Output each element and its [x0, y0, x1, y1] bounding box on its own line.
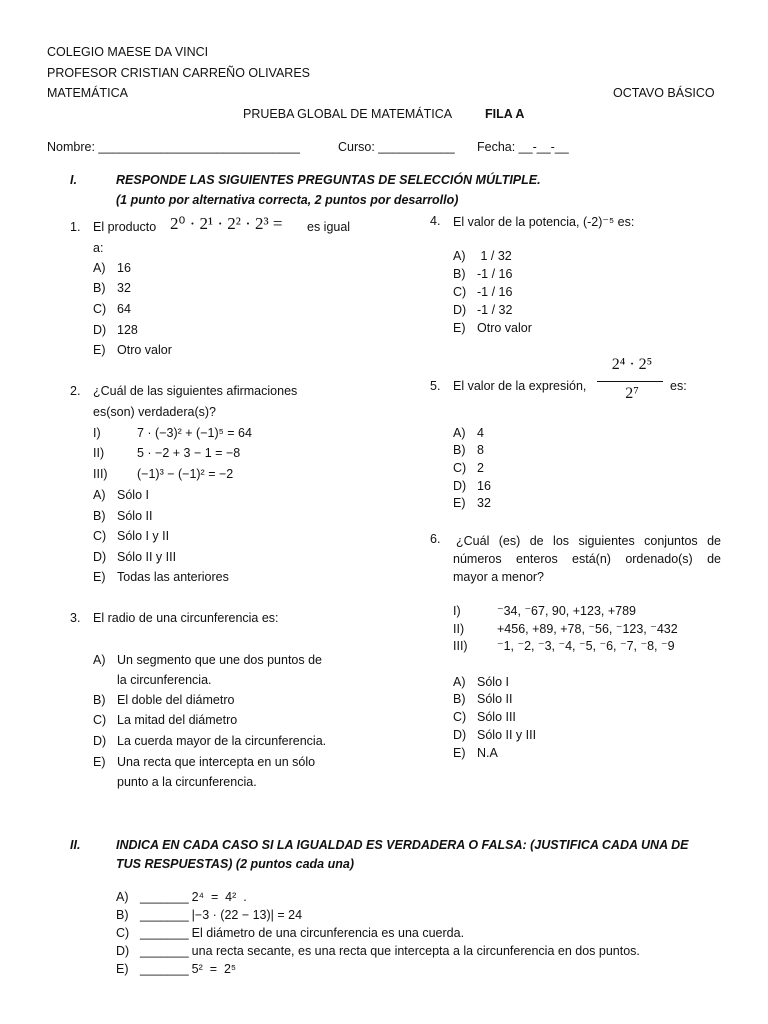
set-text: ⁻34, ⁻67, 90, +123, +789: [497, 604, 637, 618]
option-letter: E): [93, 755, 106, 769]
q4-option[interactable]: [453, 321, 532, 335]
option-letter: A): [93, 261, 106, 275]
option-letter: C): [93, 713, 107, 727]
q1-expression: 2⁰ · 2¹ · 2² · 2³ =: [170, 214, 283, 233]
q1-text-b: es igual: [307, 220, 351, 234]
tf-item[interactable]: [116, 890, 247, 904]
q1-option[interactable]: [93, 343, 172, 357]
q6-text: [453, 532, 721, 586]
option-text: 8: [477, 443, 484, 457]
q1-option[interactable]: [93, 261, 131, 275]
option-text: Sólo II y III: [477, 728, 537, 742]
option-text: La mitad del diámetro: [117, 713, 238, 727]
q3-option[interactable]: [93, 755, 315, 769]
section2-title-line2: TUS RESPUESTAS) (2 puntos cada una): [116, 857, 354, 871]
option-letter: E): [93, 343, 106, 357]
option-letter: E): [93, 570, 106, 584]
option-letter: A): [453, 426, 466, 440]
option-text: 1 / 32: [477, 249, 512, 263]
tf-item[interactable]: [116, 908, 302, 922]
set-text: ⁻1, ⁻2, ⁻3, ⁻4, ⁻5, ⁻6, ⁻7, ⁻8, ⁻9: [497, 639, 675, 653]
q3-text: El radio de una circunferencia es:: [93, 611, 279, 625]
option-letter: C): [453, 710, 467, 724]
option-letter: A): [453, 249, 466, 263]
q2-option[interactable]: [93, 488, 149, 502]
option-text: La cuerda mayor de la circunferencia.: [117, 734, 327, 748]
option-text: Sólo II: [477, 692, 513, 706]
option-letter: D): [453, 728, 467, 742]
fraction-bar: [597, 381, 663, 382]
tf-item[interactable]: [116, 962, 236, 976]
set-text: +456, +89, +78, ⁻56, ⁻123, ⁻432: [497, 622, 678, 636]
course-field[interactable]: Curso: ___________: [338, 140, 455, 154]
item-letter: B): [116, 908, 129, 922]
option-text: Sólo II: [117, 509, 153, 523]
option-text: Todas las anteriores: [117, 570, 229, 584]
option-text: Sólo II y III: [117, 550, 177, 564]
q3-option[interactable]: [93, 653, 322, 667]
set-label: III): [453, 639, 468, 653]
q5-option[interactable]: [453, 496, 491, 510]
q4-option[interactable]: [453, 249, 512, 263]
q6-set: [453, 638, 675, 653]
q6-set: [453, 603, 636, 618]
q1-option[interactable]: [93, 281, 131, 295]
q1-number: 1.: [70, 220, 81, 234]
option-letter: A): [93, 653, 106, 667]
statement-text: 5 · −2 + 3 − 1 = −8: [137, 446, 241, 460]
subject: MATEMÁTICA: [47, 86, 129, 100]
q2-option[interactable]: [93, 509, 152, 523]
option-letter: B): [453, 267, 466, 281]
option-letter: A): [93, 488, 106, 502]
q2-number: 2.: [70, 384, 81, 398]
q3-option-continuation: la circunferencia.: [117, 673, 212, 687]
q6-option[interactable]: [453, 728, 536, 742]
statement-label: II): [93, 446, 105, 460]
q6-line3: mayor a menor?: [453, 570, 545, 584]
option-text: 64: [117, 302, 131, 316]
q3-option[interactable]: [93, 734, 326, 748]
statement-label: III): [93, 467, 108, 481]
item-letter: E): [116, 962, 129, 976]
item-text: 2⁴ = 4² .: [191, 890, 247, 904]
option-letter: D): [453, 303, 467, 317]
section1-numeral: I.: [70, 173, 77, 187]
option-letter: E): [453, 496, 466, 510]
q2-line2: es(son) verdadera(s)?: [93, 405, 216, 419]
q5-numerator: 2⁴ · 2⁵: [611, 356, 653, 373]
option-letter: B): [93, 509, 106, 523]
q5-option[interactable]: [453, 479, 491, 493]
test-title: PRUEBA GLOBAL DE MATEMÁTICA: [243, 107, 453, 121]
option-letter: D): [93, 734, 107, 748]
q5-number: 5.: [430, 379, 441, 393]
option-letter: C): [93, 529, 107, 543]
statement-text: (−1)³ − (−1)² = −2: [137, 467, 234, 481]
statement-label: I): [93, 426, 101, 440]
option-text: 16: [117, 261, 131, 275]
q3-option[interactable]: [93, 693, 234, 707]
option-letter: D): [453, 479, 467, 493]
q6-set: [453, 621, 678, 636]
option-letter: E): [453, 321, 466, 335]
set-label: I): [453, 604, 461, 618]
item-letter: A): [116, 890, 129, 904]
school-name: COLEGIO MAESE DA VINCI: [47, 45, 209, 59]
section2-title-line1: INDICA EN CADA CASO SI LA IGUALDAD ES VERDADERA O FALSA: (JUSTIFICA CADA UNA DE: [116, 838, 689, 852]
item-text: 5² = 2⁵: [191, 962, 237, 976]
q2-statement: [93, 446, 240, 460]
tf-item[interactable]: [116, 944, 640, 958]
q2-option[interactable]: [93, 570, 229, 584]
q4-text: El valor de la potencia, (-2)⁻⁵ es:: [453, 215, 635, 229]
option-text: -1 / 16: [477, 267, 513, 281]
q6-line2: números enteros está(n) ordenado(s) de: [453, 552, 721, 566]
option-letter: D): [93, 550, 107, 564]
section2-numeral: II.: [70, 838, 81, 852]
statement-text: 7 · (−3)² + (−1)⁵ = 64: [137, 426, 252, 440]
section1-title: RESPONDE LAS SIGUIENTES PREGUNTAS DE SELECCIÓN MÚLTIPLE.: [116, 173, 541, 187]
option-text: -1 / 32: [477, 303, 513, 317]
option-letter: B): [453, 692, 466, 706]
date-field[interactable]: Fecha: __-__-__: [477, 140, 569, 154]
option-text: 32: [477, 496, 491, 510]
q1-text-a: El producto: [93, 220, 157, 234]
option-text: El doble del diámetro: [117, 693, 235, 707]
answer-blank[interactable]: _______: [140, 944, 189, 958]
q4-option[interactable]: [453, 267, 512, 281]
set-label: II): [453, 622, 465, 636]
q5-text: El valor de la expresión,: [453, 379, 587, 393]
answer-blank[interactable]: _______: [140, 908, 189, 922]
option-letter: B): [453, 443, 466, 457]
answer-blank[interactable]: _______: [140, 890, 189, 904]
option-letter: E): [453, 746, 466, 760]
option-letter: A): [453, 675, 466, 689]
q2-option[interactable]: [93, 550, 176, 564]
q4-option[interactable]: [453, 303, 512, 317]
option-text: Sólo I y II: [117, 529, 170, 543]
grade: OCTAVO BÁSICO: [613, 86, 715, 100]
name-field[interactable]: Nombre: _____________________________: [47, 140, 301, 154]
q1-text-c: a:: [93, 241, 104, 255]
answer-blank[interactable]: _______: [140, 962, 189, 976]
option-letter: B): [93, 693, 106, 707]
q5-option[interactable]: [453, 426, 484, 440]
q4-number: 4.: [430, 214, 441, 228]
option-text: Una recta que intercepta en un sólo: [117, 755, 316, 769]
q1-option[interactable]: [93, 302, 131, 316]
tf-item[interactable]: [116, 926, 464, 940]
q5-denominator: 2⁷: [625, 385, 639, 402]
teacher-name: PROFESOR CRISTIAN CARREÑO OLIVARES: [47, 66, 311, 80]
option-text: 4: [477, 426, 484, 440]
q6-option[interactable]: [453, 710, 516, 724]
q6-line1: ¿Cuál (es) de los siguientes conjuntos de: [456, 534, 721, 548]
option-text: 128: [117, 323, 138, 337]
option-text: -1 / 16: [477, 285, 513, 299]
q5-text-end: es:: [670, 379, 687, 393]
q1-option[interactable]: [93, 323, 138, 337]
q6-option[interactable]: [453, 692, 512, 706]
q2-statement: [93, 426, 252, 440]
item-letter: C): [116, 926, 130, 940]
q3-option[interactable]: [93, 713, 237, 727]
q5-option[interactable]: [453, 443, 484, 457]
option-letter: C): [93, 302, 107, 316]
option-letter: B): [93, 281, 106, 295]
option-text: 16: [477, 479, 491, 493]
option-text: Otro valor: [477, 321, 532, 335]
item-text: |−3 · (22 − 13)| = 24: [191, 908, 303, 922]
test-row: FILA A: [485, 107, 525, 121]
q6-option[interactable]: [453, 675, 509, 689]
option-letter: C): [453, 461, 467, 475]
option-letter: D): [93, 323, 107, 337]
item-text: El diámetro de una circunferencia es una cuerda.: [191, 926, 465, 940]
q2-line1: ¿Cuál de las siguientes afirmaciones: [93, 384, 298, 398]
option-text: Sólo I: [477, 675, 509, 689]
q5-option[interactable]: [453, 461, 484, 475]
q2-statement: [93, 467, 233, 481]
q4-option[interactable]: [453, 285, 512, 299]
q3-option-continuation: punto a la circunferencia.: [117, 775, 257, 789]
item-letter: D): [116, 944, 130, 958]
option-text: 32: [117, 281, 131, 295]
option-text: Sólo III: [477, 710, 516, 724]
q6-number: 6.: [430, 532, 441, 546]
q6-option[interactable]: [453, 746, 498, 760]
answer-blank[interactable]: _______: [140, 926, 189, 940]
option-text: Un segmento que une dos puntos de: [117, 653, 323, 667]
item-text: una recta secante, es una recta que intercepta a la circunferencia en dos puntos.: [191, 944, 640, 958]
option-text: 2: [477, 461, 484, 475]
section1-subtitle: (1 punto por alternativa correcta, 2 puntos por desarrollo): [116, 193, 459, 207]
q3-number: 3.: [70, 611, 81, 625]
q2-option[interactable]: [93, 529, 169, 543]
option-text: Otro valor: [117, 343, 172, 357]
option-text: N.A: [477, 746, 498, 760]
option-text: Sólo I: [117, 488, 149, 502]
option-letter: C): [453, 285, 467, 299]
